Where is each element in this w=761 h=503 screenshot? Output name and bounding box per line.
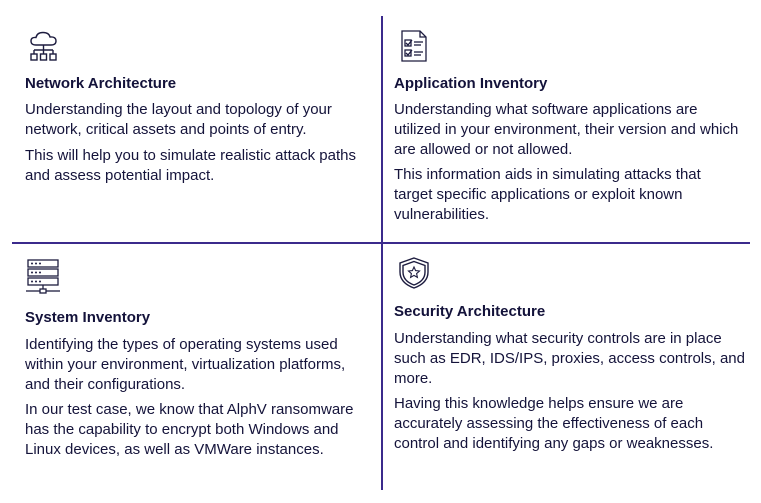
vertical-divider	[381, 16, 383, 490]
section-title: System Inventory	[25, 309, 151, 326]
section-paragraph: Understanding what security controls are in place such as EDR, IDS/IPS, proxies, access controls, and more.	[394, 330, 745, 387]
section-paragraph: Having this knowledge helps ensure we are accurately assessing the effectiveness of each control and identifying any gaps or weaknesses.	[394, 395, 714, 452]
network-cloud-icon	[28, 30, 60, 64]
section-paragraph: Understanding the layout and topology of your network, critical assets and points of entry.	[25, 101, 332, 138]
section-paragraph: Understanding what software applications are utilized in your environment, their version and which are allowed or not allowed.	[394, 101, 739, 158]
checklist-document-icon	[400, 29, 428, 63]
section-title: Network Architecture	[25, 75, 177, 92]
section-title: Application Inventory	[394, 75, 548, 92]
section-paragraph: This will help you to simulate realistic attack paths and assess potential impact.	[25, 147, 356, 184]
horizontal-divider	[12, 242, 750, 244]
shield-star-icon	[397, 256, 431, 290]
section-paragraph: In our test case, we know that AlphV ransomware has the capability to encrypt both Windows and Linux devices, as well as VMWare instances.	[25, 401, 354, 458]
server-rack-icon	[25, 258, 61, 296]
section-title: Security Architecture	[394, 303, 546, 320]
section-paragraph: Identifying the types of operating systems used within your environment, virtualization platforms, and their configurations.	[25, 336, 346, 393]
section-paragraph: This information aids in simulating attacks that target specific applications or exploit known vulnerabilities.	[394, 166, 701, 223]
